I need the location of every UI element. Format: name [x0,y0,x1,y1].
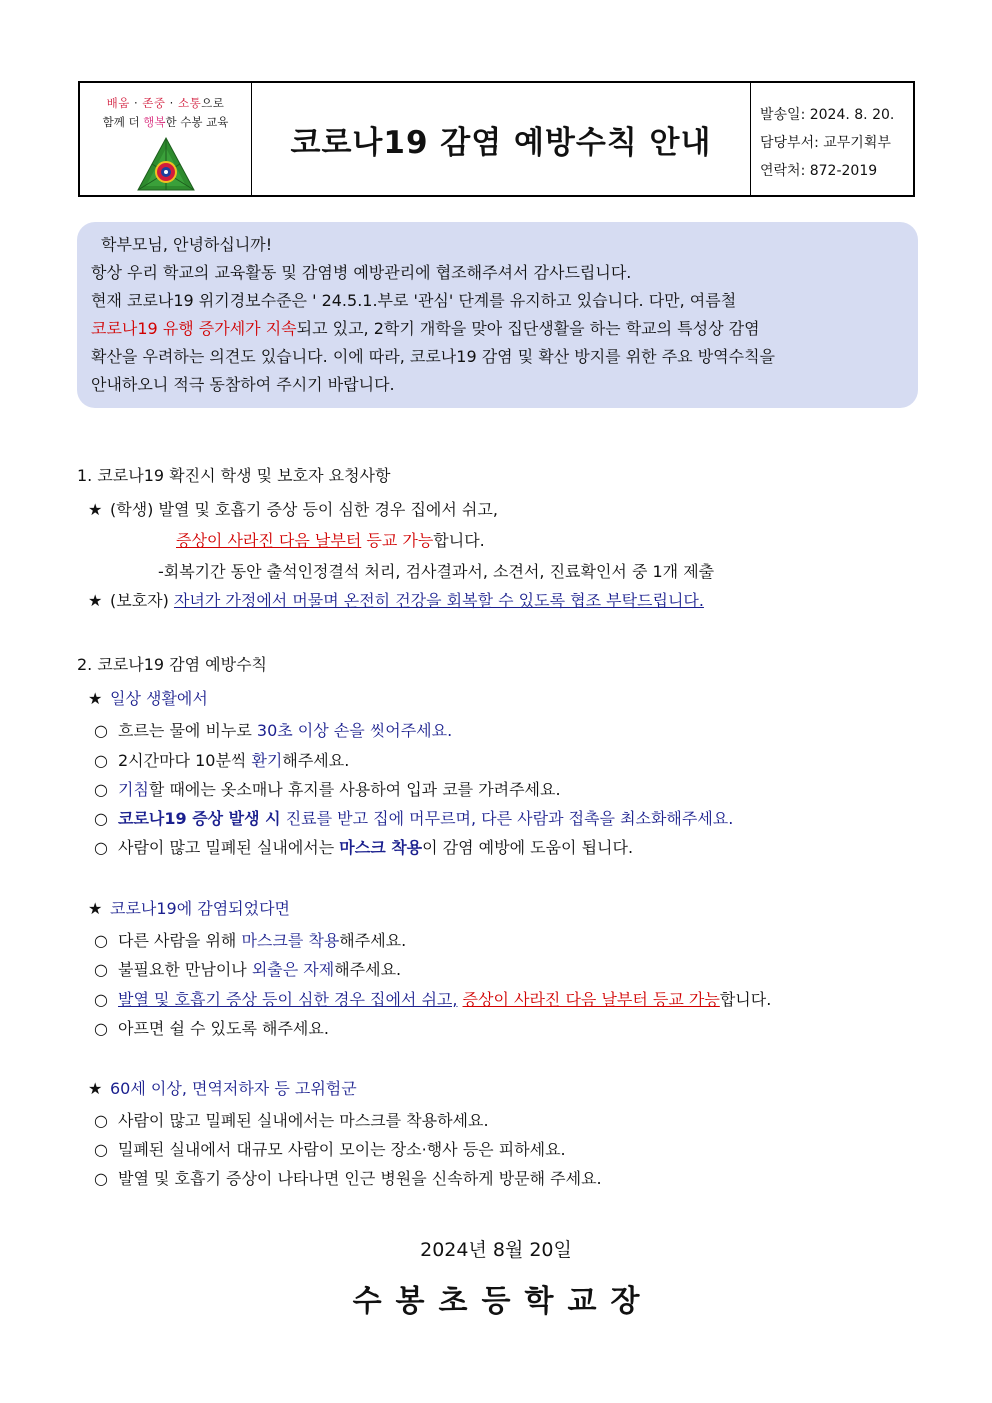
circle-bullet-icon: ○ [94,990,108,1009]
circle-bullet-icon: ○ [94,1140,108,1159]
circle-bullet-icon: ○ [94,960,108,979]
circle-bullet-icon: ○ [94,809,108,828]
star-icon: ★ [88,1079,103,1098]
list-item: ○ 발열 및 호흡기 증상 등이 심한 경우 집에서 쉬고, 증상이 사라진 다음 날부터 등교 가능합니다. [94,990,772,1009]
infected-heading: ★ 코로나19에 감염되었다면 [88,899,291,918]
list-item: ○ 흐르는 물에 비누로 30초 이상 손을 씻어주세요. [94,721,453,740]
circle-bullet-icon: ○ [94,838,108,857]
student-note: -회복기간 동안 출석인정결석 처리, 검사결과서, 소견서, 진료확인서 중 1개 제출 [158,562,715,581]
section-2-title: 2. 코로나19 감염 예방수칙 [77,655,267,674]
principal-signature: 수봉초등학교장 [352,1284,654,1319]
document-header [78,81,915,197]
student-request: ★ (학생) 발열 및 호흡기 증상 등이 심한 경우 집에서 쉬고, [88,500,498,519]
list-item: ○ 2시간마다 10분씩 환기해주세요. [94,751,350,770]
list-item: ○ 사람이 많고 밀폐된 실내에서는 마스크 착용이 감염 예방에 도움이 됩니다. [94,838,634,857]
list-item: ○ 기침할 때에는 옷소매나 휴지를 사용하여 입과 코를 가려주세요. [94,780,561,799]
student-return-rule: 증상이 사라진 다음 날부터 등교 가능합니다. [176,531,485,550]
greeting-line: 확산을 우려하는 의견도 있습니다. 이에 따라, 코로나19 감염 및 확산 방지를 위한 주요 방역수칙을 [91,347,775,366]
circle-bullet-icon: ○ [94,1019,108,1038]
greeting-line: 코로나19 유행 증가세가 지속되고 있고, 2학기 개학을 맞아 집단생활을 하는 학교의 특성상 감염 [91,319,760,338]
list-item: ○ 다른 사람을 위해 마스크를 착용해주세요. [94,931,407,950]
title-cell [252,83,751,195]
star-icon: ★ [88,689,103,708]
star-icon: ★ [88,899,103,918]
contact-number: 연락처: 872-2019 [760,163,878,179]
logo-slogan: 함께 더 행복한 수봉 교육 [102,115,229,129]
department: 담당부서: 교무기획부 [760,135,891,151]
circle-bullet-icon: ○ [94,780,108,799]
daily-heading: ★ 일상 생활에서 [88,689,208,708]
highrisk-heading: ★ 60세 이상, 면역저하자 등 고위험군 [88,1079,357,1098]
list-item: ○ 코로나19 증상 발생 시 진료를 받고 집에 머무르며, 다른 사람과 접촉을 최소화해주세요. [94,809,734,828]
star-icon: ★ [88,591,103,610]
issue-date: 2024년 8월 20일 [420,1239,572,1261]
circle-bullet-icon: ○ [94,721,108,740]
list-item: ○ 사람이 많고 밀폐된 실내에서는 마스크를 착용하세요. [94,1111,489,1130]
circle-bullet-icon: ○ [94,1111,108,1130]
guardian-request: ★ (보호자) 자녀가 가정에서 머물며 온전히 건강을 회복할 수 있도록 협조 부탁드립니다. [88,591,704,610]
highlight-text: 코로나19 유행 증가세가 지속 [91,319,297,338]
sent-date: 발송일: 2024. 8. 20. [760,107,895,123]
greeting-line: 안내하오니 적극 동참하여 주시기 바랍니다. [91,375,395,394]
logo-motto: 배움 · 존중 · 소통으로 [106,96,225,110]
list-item: ○ 아프면 쉴 수 있도록 해주세요. [94,1019,329,1038]
school-logo-cell [80,83,252,195]
list-item: ○ 불필요한 만남이나 외출은 자제해주세요. [94,960,402,979]
greeting-line: 현재 코로나19 위기경보수준은 ' 24.5.1.부로 '관심' 단계를 유지하고 있습니다. 다만, 여름철 [91,291,737,310]
issue-info [751,83,913,195]
list-item: ○ 밀폐된 실내에서 대규모 사람이 모이는 장소·행사 등은 피하세요. [94,1140,566,1159]
section-1-title: 1. 코로나19 확진시 학생 및 보호자 요청사항 [77,466,391,485]
circle-bullet-icon: ○ [94,1169,108,1188]
greeting-box [77,222,918,408]
circle-bullet-icon: ○ [94,751,108,770]
school-emblem-icon [136,136,196,192]
list-item: ○ 발열 및 호흡기 증상이 나타나면 인근 병원을 신속하게 방문해 주세요. [94,1169,602,1188]
greeting-line: 학부모님, 안녕하십니까! [101,235,273,254]
star-icon: ★ [88,500,103,519]
document-title: 코로나19 감염 예방수칙 안내 [290,124,712,161]
greeting-line: 항상 우리 학교의 교육활동 및 감염병 예방관리에 협조해주셔서 감사드립니다. [91,263,632,282]
circle-bullet-icon: ○ [94,931,108,950]
